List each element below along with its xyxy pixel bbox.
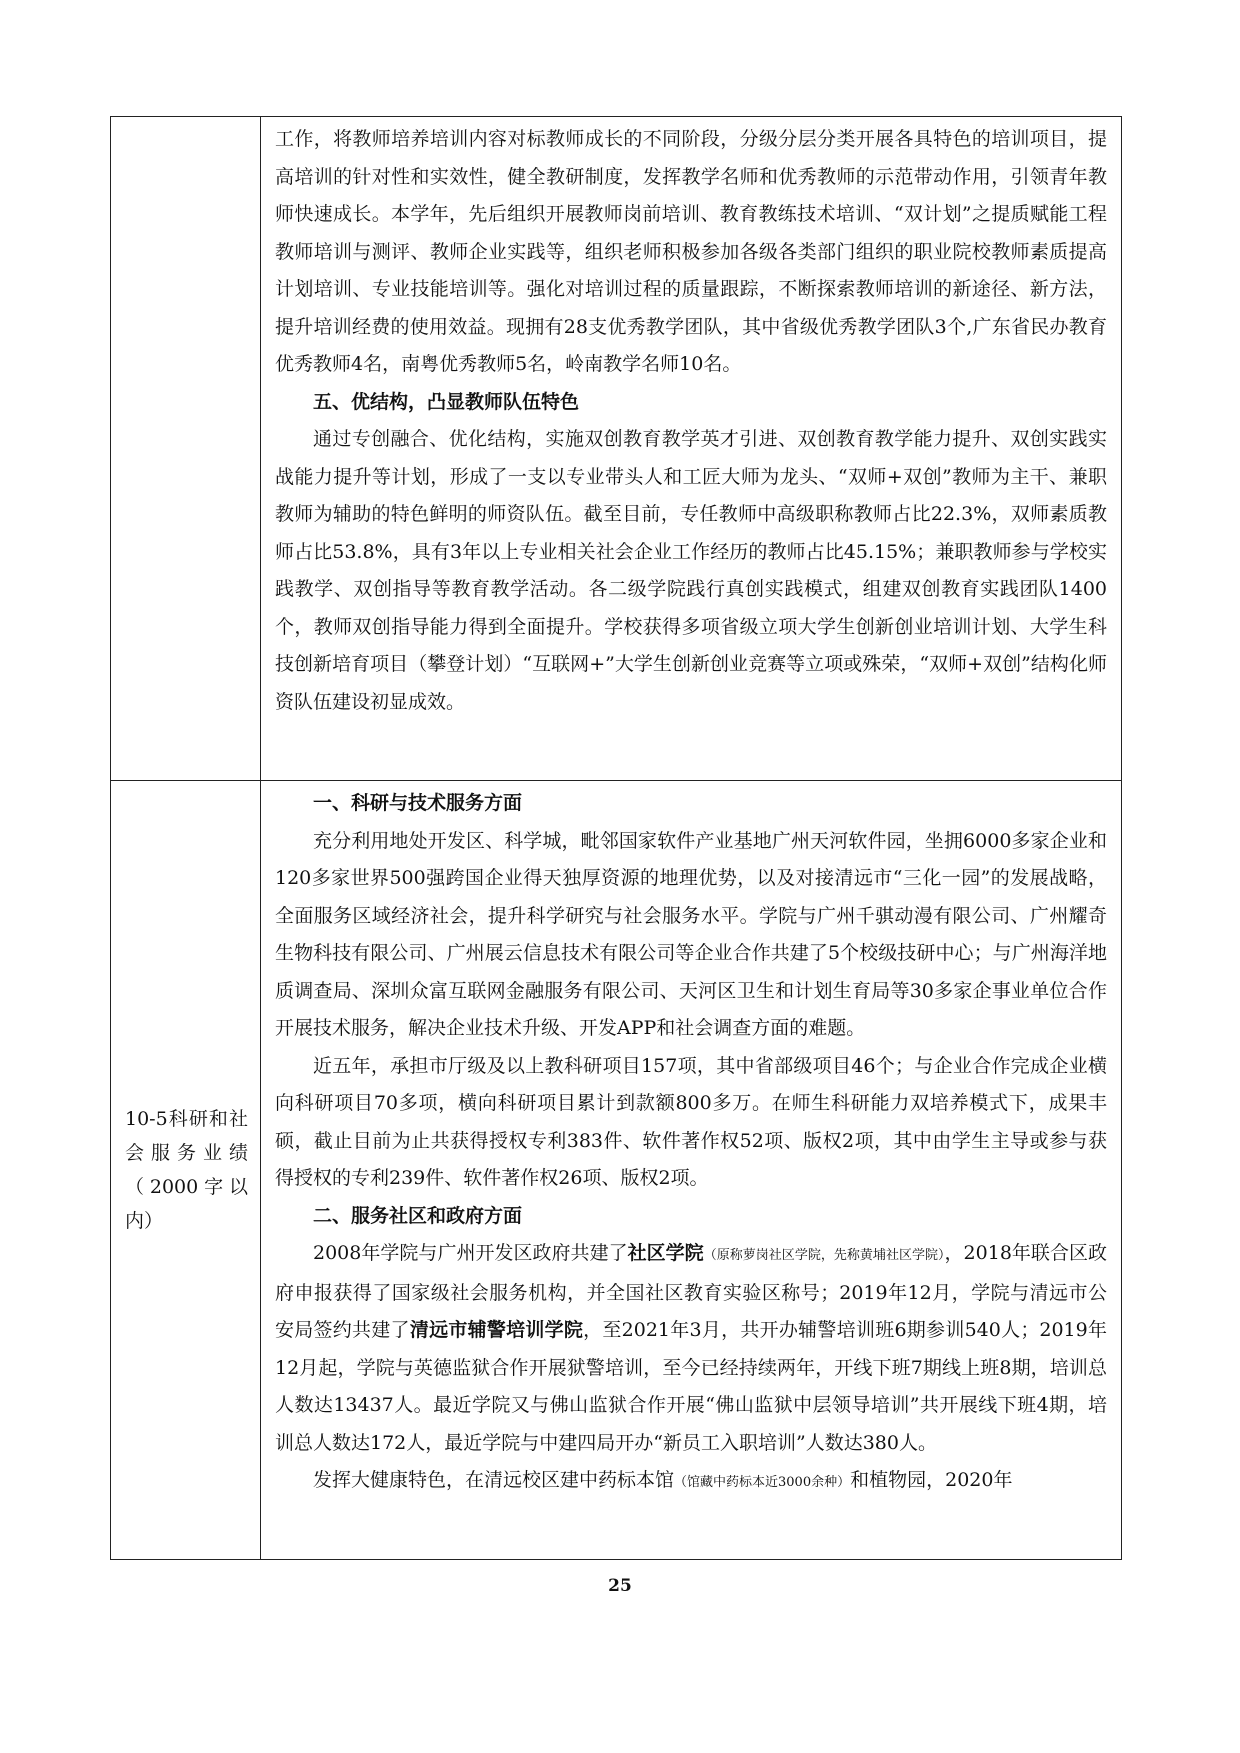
label-cell bbox=[111, 781, 261, 1560]
paragraph: 通过专创融合、优化结构，实施双创教育教学英才引进、双创教育教学能力提升、双创实践实战能力提升等计划，形成了一支以专业带头人和工匠大师为龙头、“双师+双创”教师为主干、兼职教师为辅助的特色鲜明的师资队伍。截至目前，专任教师中高级职称教师占比22.3%，双师素质教师占比53.8%，具有3年以上专业相关社会企业工作经历的教师占比45.15%；兼职教师参与学校实践教学、双创指导等教育教学活动。各二级学院践行真创实践模式，组建双创教育实践团队1400个，教师双创指导能力得到全面提升。学校获得多项省级立项大学生创新创业培训计划、大学生科技创新培育项目（攀登计划）“互联网+”大学生创新创业竞赛等立项或殊荣，“双师+双创”结构化师资队伍建设初显成效。 bbox=[275, 428, 1107, 713]
page-number: 25 bbox=[608, 1576, 632, 1596]
paragraph: 近五年，承担市厅级及以上教科研项目157项，其中省部级项目46个；与企业合作完成企业横向科研项目70多项，横向科研项目累计到款额800多万。在师生科研能力双培养模式下，成果丰硕，截止目前为止共获得授权专利383件、软件著作权52项、版权2项，其中由学生主导或参与获得授权的专利239件、软件著作权26项、版权2项。 bbox=[275, 1054, 1107, 1189]
report-table bbox=[110, 116, 1122, 1560]
section-heading: 五、优结构，凸显教师队伍特色 bbox=[313, 390, 580, 413]
text-run: 发挥大健康特色，在清远校区建中药标本馆 bbox=[313, 1469, 675, 1491]
label-cell-empty bbox=[111, 117, 261, 781]
table-row bbox=[111, 117, 1122, 781]
paragraph: 充分利用地处开发区、科学城，毗邻国家软件产业基地广州天河软件园，坐拥6000多家企业和120多家世界500强跨国企业得天独厚资源的地理优势，以及对接清远市“三化一园”的发展战略，全面服务区域经济社会，提升科学研究与社会服务水平。学院与广州千骐动漫有限公司、广州耀奇生物科技有限公司、广州展云信息技术有限公司等企业合作共建了5个校级技研中心；与广州海洋地质调查局、深圳众富互联网金融服务有限公司、天河区卫生和计划生育局等30多家企事业单位合作开展技术服务，解决企业技术升级、开发APP和社会调查方面的难题。 bbox=[275, 829, 1107, 1039]
text-run: 2008年学院与广州开发区政府共建了 bbox=[313, 1242, 628, 1264]
table-row bbox=[111, 781, 1122, 1560]
content-cell bbox=[261, 781, 1122, 1560]
text-run: ，至2021年3月，共开办辅警培训班6期参训540人；2019年12月起，学院与英德监狱合作开展狱警培训，至今已经持续两年，开线下班7期线上班8期，培训总人数达13437人。最近学院又与佛山监狱合作开展“佛山监狱中层领导培训”共开展线下班4期，培训总人数达172人，最近学院与中建四局开办“新员工入职培训”人数达380人。 bbox=[275, 1319, 1107, 1454]
small-note: （原称萝岗社区学院，先称黄埔社区学院） bbox=[703, 1248, 945, 1263]
text-run: 和植物园，2020年 bbox=[850, 1469, 1013, 1491]
bold-text: 清远市辅警培训学院 bbox=[409, 1319, 584, 1341]
section-heading: 一、科研与技术服务方面 bbox=[313, 792, 523, 814]
row-label: 10-5科研和社会服务业绩（2000字以内） bbox=[125, 1108, 248, 1232]
content-cell bbox=[261, 117, 1122, 781]
paragraph: 工作，将教师培养培训内容对标教师成长的不同阶段，分级分层分类开展各具特色的培训项目，提高培训的针对性和实效性，健全教研制度，发挥教学名师和优秀教师的示范带动作用，引领青年教师快速成长。本学年，先后组织开展教师岗前培训、教育教练技术培训、“双计划”之提质赋能工程教师培训与测评、教师企业实践等，组织老师积极参加各级各类部门组织的职业院校教师素质提高计划培训、专业技能培训等。强化对培训过程的质量跟踪，不断探索教师培训的新途径、新方法，提升培训经费的使用效益。现拥有28支优秀教学团队，其中省级优秀教学团队3个,广东省民办教育优秀教师4名，南粤优秀教师5名，岭南教学名师10名。 bbox=[275, 128, 1107, 375]
paragraph bbox=[275, 1235, 1107, 1462]
section-heading: 二、服务社区和政府方面 bbox=[313, 1204, 523, 1227]
text-run: ，2018年联合区政府申报获得了国家级社会服务机构，并全国社区教育实验区称号；2019年12月，学院与清远市公安局签约共建了 bbox=[275, 1242, 1107, 1341]
bold-text: 社区学院 bbox=[627, 1242, 704, 1264]
paragraph bbox=[275, 1462, 1107, 1502]
small-note: （馆藏中药标本近3000余种） bbox=[674, 1475, 851, 1490]
